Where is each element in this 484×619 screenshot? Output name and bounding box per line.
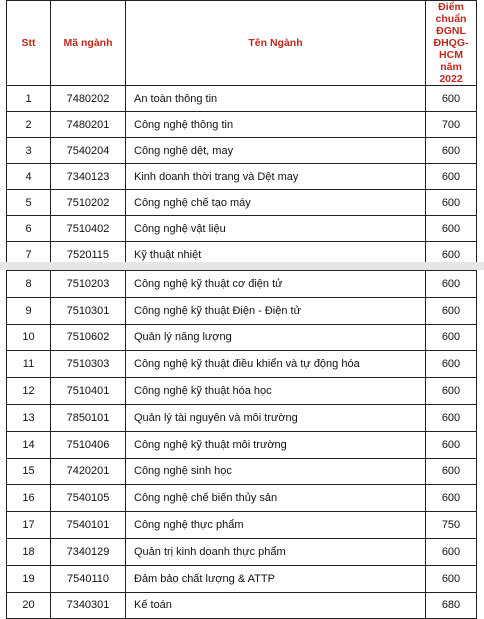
cell-stt: 20 (7, 592, 51, 619)
cell-code: 7520115 (51, 242, 126, 268)
cell-stt: 3 (7, 138, 51, 164)
cell-stt: 1 (7, 86, 51, 112)
cell-name: Kinh doanh thời trang và Dệt may (126, 164, 426, 190)
cell-code: 7420201 (51, 458, 126, 485)
table-row (7, 324, 477, 351)
cell-code: 7510402 (51, 216, 126, 242)
cell-score: 600 (426, 378, 477, 405)
cell-name: Công nghệ chế tạo máy (126, 190, 426, 216)
cell-name: Công nghệ kỹ thuật Điện - Điện tử (126, 297, 426, 324)
cell-code: 7540101 (51, 512, 126, 539)
cell-score: 600 (426, 404, 477, 431)
cell-score: 600 (426, 271, 477, 298)
cell-code: 7510406 (51, 431, 126, 458)
cell-score: 600 (426, 242, 477, 268)
cell-name: Công nghệ chế biến thủy sản (126, 485, 426, 512)
cell-stt: 13 (7, 404, 51, 431)
cell-stt: 11 (7, 351, 51, 378)
cell-name: Quản trị kinh doanh thực phẩm (126, 538, 426, 565)
table-row (7, 458, 477, 485)
cell-name: Công nghệ kỹ thuật điều khiển và tự động hóa (126, 351, 426, 378)
table-row (7, 378, 477, 405)
cell-name: Đảm bảo chất lượng & ATTP (126, 565, 426, 592)
cell-code: 7510301 (51, 297, 126, 324)
cell-stt: 19 (7, 565, 51, 592)
table-top-section (6, 0, 476, 262)
cell-code: 7510602 (51, 324, 126, 351)
cell-stt: 7 (7, 242, 51, 268)
cell-score: 600 (426, 164, 477, 190)
cell-code: 7340129 (51, 538, 126, 565)
header-score: Điểm chuẩn ĐGNL ĐHQG-HCM năm 2022 (426, 1, 477, 86)
cell-score: 600 (426, 485, 477, 512)
cell-name: Công nghệ dệt, may (126, 138, 426, 164)
cell-name: Công nghệ thông tin (126, 112, 426, 138)
cell-stt: 15 (7, 458, 51, 485)
cell-stt: 17 (7, 512, 51, 539)
table-row (7, 538, 477, 565)
cell-name: Kế toán (126, 592, 426, 619)
cell-code: 7510202 (51, 190, 126, 216)
table-row (7, 138, 477, 164)
cell-code: 7540110 (51, 565, 126, 592)
table-row (7, 351, 477, 378)
table-row (7, 485, 477, 512)
cell-score: 600 (426, 458, 477, 485)
cell-name: Kỹ thuật nhiệt (126, 242, 426, 268)
cell-name: Công nghệ kỹ thuật môi trường (126, 431, 426, 458)
cell-stt: 4 (7, 164, 51, 190)
cell-stt: 16 (7, 485, 51, 512)
header-name: Tên Ngành (126, 1, 426, 86)
cell-name: Công nghệ kỹ thuật hóa học (126, 378, 426, 405)
cell-score: 680 (426, 592, 477, 619)
table-row (7, 112, 477, 138)
cell-score: 600 (426, 86, 477, 112)
table-row (7, 216, 477, 242)
cell-score: 600 (426, 190, 477, 216)
cell-stt: 2 (7, 112, 51, 138)
cell-score: 600 (426, 565, 477, 592)
cell-stt: 10 (7, 324, 51, 351)
header-stt: Stt (7, 1, 51, 86)
cell-code: 7540204 (51, 138, 126, 164)
cell-score: 600 (426, 351, 477, 378)
table-row (7, 190, 477, 216)
cell-code: 7480201 (51, 112, 126, 138)
cell-score: 600 (426, 297, 477, 324)
cell-stt: 5 (7, 190, 51, 216)
cell-score: 600 (426, 216, 477, 242)
table-row (7, 86, 477, 112)
table-row (7, 592, 477, 619)
cell-name: Quản lý năng lượng (126, 324, 426, 351)
header-code: Mã ngành (51, 1, 126, 86)
cell-score: 600 (426, 138, 477, 164)
table-row (7, 404, 477, 431)
table-row (7, 512, 477, 539)
admission-score-table-continued (6, 270, 477, 619)
cell-name: An toàn thông tin (126, 86, 426, 112)
screenshot-seam (0, 262, 484, 270)
cell-score: 600 (426, 538, 477, 565)
cell-stt: 6 (7, 216, 51, 242)
cell-code: 7340123 (51, 164, 126, 190)
cell-score: 600 (426, 431, 477, 458)
cell-name: Công nghệ sinh học (126, 458, 426, 485)
table-row (7, 565, 477, 592)
cell-stt: 9 (7, 297, 51, 324)
table-row (7, 271, 477, 298)
cell-score: 750 (426, 512, 477, 539)
cell-code: 7480202 (51, 86, 126, 112)
table-header-row (7, 1, 477, 86)
cell-stt: 8 (7, 271, 51, 298)
cell-code: 7340301 (51, 592, 126, 619)
cell-code: 7510401 (51, 378, 126, 405)
cell-score: 600 (426, 324, 477, 351)
table-row (7, 431, 477, 458)
cell-stt: 18 (7, 538, 51, 565)
cell-name: Công nghệ vật liệu (126, 216, 426, 242)
cell-stt: 12 (7, 378, 51, 405)
table-body-top (7, 86, 477, 268)
cell-code: 7850101 (51, 404, 126, 431)
table-bottom-section (6, 270, 476, 612)
cell-stt: 14 (7, 431, 51, 458)
cell-code: 7540105 (51, 485, 126, 512)
cell-name: Công nghệ kỹ thuật cơ điện tử (126, 271, 426, 298)
cell-score: 700 (426, 112, 477, 138)
cell-code: 7510303 (51, 351, 126, 378)
table-body-bottom (7, 271, 477, 619)
table-row (7, 297, 477, 324)
cell-name: Công nghệ thực phẩm (126, 512, 426, 539)
cell-name: Quản lý tài nguyên và môi trường (126, 404, 426, 431)
cell-code: 7510203 (51, 271, 126, 298)
table-row (7, 164, 477, 190)
admission-score-table (6, 0, 477, 268)
